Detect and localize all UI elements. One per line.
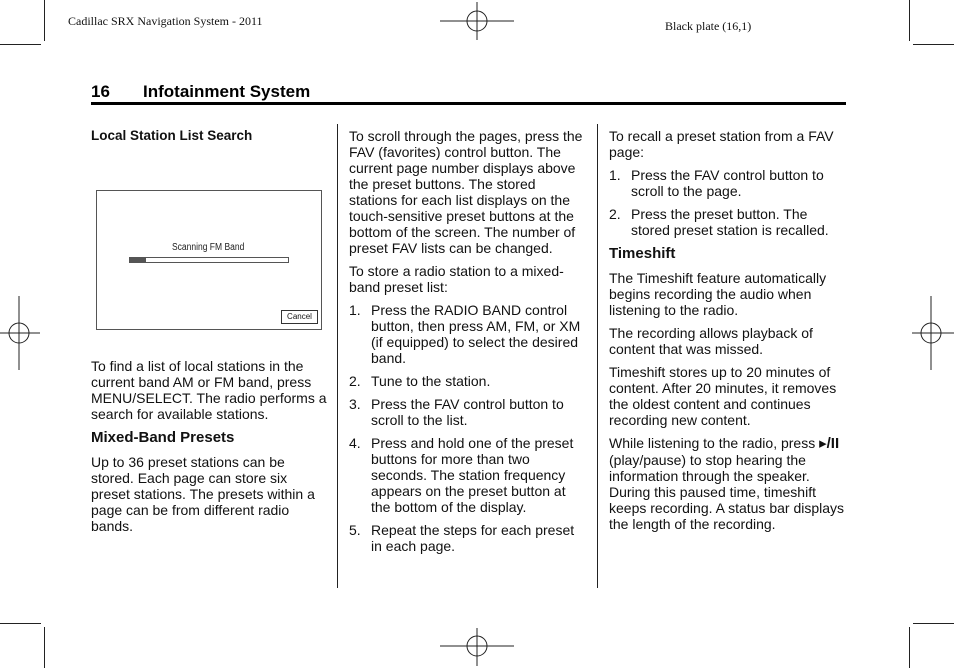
step-text: Repeat the steps for each preset in each page. [371,522,575,554]
list-item [349,396,587,428]
step-text: Tune to the station. [371,373,491,389]
step-number: 1. [349,302,361,318]
step-number: 2. [349,373,361,389]
column-3 [609,128,845,539]
crop-mark [0,623,41,624]
page-number: 16 [91,82,110,101]
play-pause-icon: ▸/II [819,435,840,452]
crop-mark [913,44,954,45]
list-item [609,206,845,238]
crop-mark [44,0,45,41]
scan-progress-fill [130,258,146,262]
crop-mark [913,623,954,624]
list-item [349,373,587,389]
registration-mark-icon [440,2,514,40]
paragraph [609,435,845,532]
step-number: 2. [609,206,621,222]
paragraph: To find a list of local stations in the current band AM or FM band, press MENU/SELECT. The radio performs a search for available stations. [91,358,327,422]
page-title: Infotainment System [143,82,311,101]
screen-illustration [96,190,322,330]
column-divider [597,124,598,588]
registration-mark-icon [912,296,954,370]
list-item [349,302,587,366]
crop-mark [0,44,41,45]
crop-mark [909,627,910,668]
paragraph: To store a radio station to a mixed-band preset list: [349,263,564,295]
column-divider [337,124,338,588]
section-heading: Local Station List Search [91,128,253,143]
step-number: 5. [349,522,361,538]
steps-list [349,302,587,554]
step-text: Press the FAV control button to scroll to the list. [371,396,564,428]
step-number: 1. [609,167,621,183]
section-heading: Timeshift [609,245,676,262]
paragraph: To recall a preset station from a FAV page: [609,128,834,160]
paragraph: The recording allows playback of content that was missed. [609,325,813,357]
title-rule [91,102,846,105]
column-2 [349,128,587,561]
steps-list [609,167,845,238]
list-item [349,522,587,554]
document-header-right: Black plate (16,1) [665,19,752,33]
step-text: Press the RADIO BAND control button, then press AM, FM, or XM (if equipped) to select the desired band. [371,302,581,366]
step-number: 4. [349,435,361,451]
paragraph-text: While listening to the radio, press [609,435,816,451]
paragraph: Up to 36 preset stations can be stored. Each page can store six preset stations. The presets within a page can be from different radio bands. [91,454,315,534]
registration-mark-icon [0,296,40,370]
scan-label: Scanning FM Band [172,242,245,253]
section-heading: Mixed-Band Presets [91,429,235,446]
step-text: Press the preset button. The stored preset station is recalled. [631,206,829,238]
cancel-button[interactable]: Cancel [281,310,318,324]
paragraph: Timeshift stores up to 20 minutes of content. After 20 minutes, it removes the oldest content and continues recording new content. [609,364,837,428]
list-item [609,167,845,199]
paragraph-text: (play/pause) to stop hearing the information through the speaker. During this paused time, timeshift keeps recording. A status bar displays the length of the recording. [609,452,845,532]
registration-mark-icon [440,628,514,666]
document-header-left: Cadillac SRX Navigation System - 2011 [68,14,263,28]
step-number: 3. [349,396,361,412]
step-text: Press and hold one of the preset buttons for more than two seconds. The station frequency appears on the preset button at the bottom of the display. [371,435,574,515]
step-text: Press the FAV control button to scroll to the page. [631,167,824,199]
paragraph: The Timeshift feature automatically begins recording the audio when listening to the radio. [609,270,827,318]
column-1 [91,128,327,541]
paragraph: To scroll through the pages, press the FAV (favorites) control button. The current page number displays above the preset buttons. The stored stations for each list displays on the touch-sensitive preset buttons at the bottom of the screen. The number of preset FAV lists can be changed. [349,128,583,256]
crop-mark [909,0,910,41]
scan-progress-bar [129,257,289,263]
crop-mark [44,627,45,668]
list-item [349,435,587,515]
